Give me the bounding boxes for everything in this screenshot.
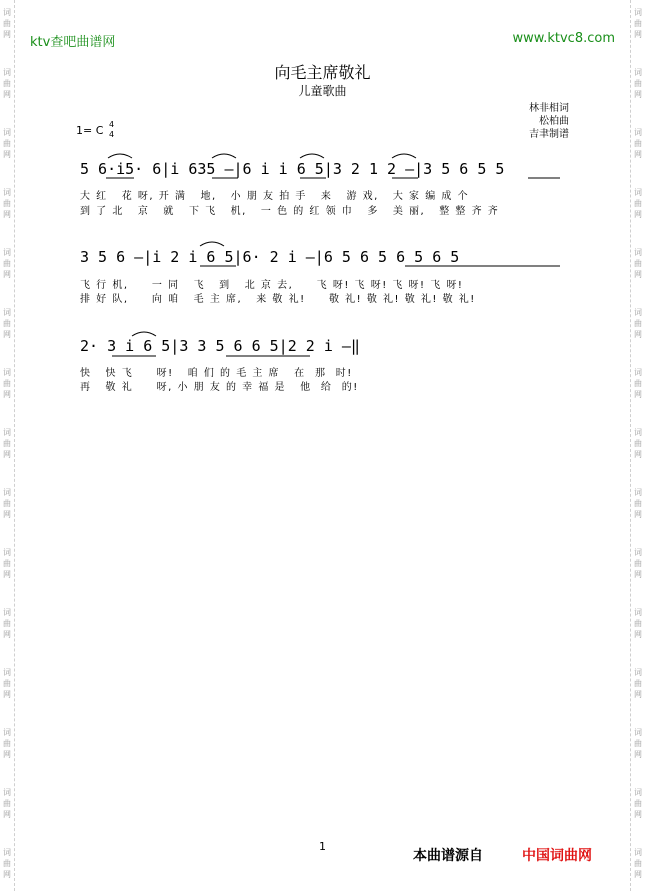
composer-credit: 松柏曲 — [539, 116, 569, 127]
margin-watermark-glyph: 网 — [3, 870, 11, 879]
margin-watermark-glyph: 曲 — [3, 499, 11, 508]
source-brand-link[interactable]: 中国词曲网 — [522, 848, 592, 864]
margin-watermark-glyph: 网 — [3, 270, 11, 279]
margin-watermark-glyph: 网 — [3, 570, 11, 579]
margin-watermark-glyph: 词 — [634, 248, 642, 257]
lyricist-credit: 林非相词 — [529, 103, 569, 114]
margin-watermark-glyph: 曲 — [634, 439, 642, 448]
slur-mark — [200, 242, 224, 246]
margin-watermark-glyph: 曲 — [634, 199, 642, 208]
margin-watermark-glyph: 曲 — [634, 379, 642, 388]
margin-watermark-glyph: 词 — [634, 68, 642, 77]
score-line-3-lyrics-verse-2: 再 敬 礼 呀, 小 朋 友 的 幸 福 是 他 给 的! — [80, 382, 359, 393]
margin-watermark-glyph: 曲 — [3, 799, 11, 808]
margin-watermark-glyph: 词 — [3, 368, 11, 377]
margin-watermark-glyph: 词 — [3, 488, 11, 497]
score-line-1-notes: 5 6·i5· 6|i 635 —|6 i i 6 5|3 2 1 2 —|3 5 6 5 5 — [80, 160, 505, 178]
margin-watermark-glyph: 曲 — [634, 259, 642, 268]
margin-watermark-glyph: 网 — [634, 90, 642, 99]
margin-watermark-glyph: 曲 — [3, 79, 11, 88]
margin-watermark-glyph: 网 — [634, 810, 642, 819]
source-label: 本曲谱源自 — [413, 848, 483, 864]
margin-watermark-glyph: 网 — [634, 330, 642, 339]
margin-watermark-glyph: 曲 — [3, 199, 11, 208]
margin-watermark-glyph: 词 — [634, 848, 642, 857]
arranger-credit: 吉聿制谱 — [529, 129, 569, 140]
margin-watermark-glyph: 网 — [634, 630, 642, 639]
margin-watermark-glyph: 网 — [3, 690, 11, 699]
page-number: 1 — [319, 840, 326, 853]
margin-watermark-glyph: 网 — [634, 210, 642, 219]
score-line-2-notes: 3 5 6 —|i 2 i 6 5|6· 2 i —|6 5 6 5 6 5 6 5 — [80, 248, 460, 266]
score-line-1-lyrics-verse-2: 到 了 北 京 就 下 飞 机, 一 色 的 红 领 巾 多 美 丽, 整 整 齐 齐 — [80, 206, 500, 217]
margin-watermark-glyph: 曲 — [3, 259, 11, 268]
margin-watermark-glyph: 词 — [3, 728, 11, 737]
slur-mark — [108, 154, 132, 158]
margin-watermark-glyph: 网 — [634, 30, 642, 39]
margin-watermark-glyph: 词 — [634, 188, 642, 197]
margin-watermark-glyph: 曲 — [3, 679, 11, 688]
margin-watermark-glyph: 曲 — [634, 619, 642, 628]
key-signature: 1= C — [76, 124, 104, 137]
margin-watermark-glyph: 网 — [3, 30, 11, 39]
margin-watermark-glyph: 网 — [3, 750, 11, 759]
margin-watermark-glyph: 词 — [3, 308, 11, 317]
header-left-link[interactable]: ktv查吧曲谱网 — [30, 35, 116, 50]
margin-watermark-glyph: 网 — [634, 870, 642, 879]
margin-watermark-glyph: 词 — [3, 668, 11, 677]
score-line-2-lyrics-verse-2: 排 好 队, 向 咱 毛 主 席, 来 敬 礼! 敬 礼! 敬 礼! 敬 礼! 敬 礼! — [80, 294, 476, 305]
margin-watermark-glyph: 词 — [3, 8, 11, 17]
margin-watermark-glyph: 网 — [634, 750, 642, 759]
time-signature-bottom: 4 — [109, 130, 115, 139]
margin-watermark-glyph: 曲 — [3, 379, 11, 388]
margin-watermark-glyph: 网 — [3, 630, 11, 639]
margin-watermark-glyph: 曲 — [3, 19, 11, 28]
song-subtitle: 儿童歌曲 — [298, 84, 347, 98]
margin-watermark-glyph: 词 — [634, 8, 642, 17]
margin-watermark-glyph: 曲 — [3, 859, 11, 868]
margin-watermark-glyph: 网 — [634, 150, 642, 159]
margin-watermark-glyph: 词 — [3, 128, 11, 137]
slur-mark — [392, 154, 416, 158]
margin-watermark-glyph: 曲 — [634, 79, 642, 88]
margin-watermark-glyph: 曲 — [634, 679, 642, 688]
margin-watermark-glyph: 词 — [3, 608, 11, 617]
margin-watermark-glyph: 词 — [634, 668, 642, 677]
margin-watermark-glyph: 网 — [634, 690, 642, 699]
margin-watermark-glyph: 词 — [634, 368, 642, 377]
margin-watermark-glyph: 曲 — [634, 319, 642, 328]
score-line-1-lyrics-verse-1: 大 红 花 呀, 开 满 地, 小 朋 友 拍 手 来 游 戏, 大 家 编 成 个 — [80, 191, 470, 202]
margin-watermark-glyph: 曲 — [3, 139, 11, 148]
time-signature-top: 4 — [109, 120, 115, 129]
margin-watermark-glyph: 网 — [634, 270, 642, 279]
margin-watermark-glyph: 词 — [3, 68, 11, 77]
song-title: 向毛主席敬礼 — [274, 63, 371, 82]
margin-watermark-glyph: 词 — [3, 248, 11, 257]
margin-watermark-glyph: 网 — [3, 810, 11, 819]
header-right-link[interactable]: www.ktvc8.com — [512, 31, 615, 46]
margin-watermark-glyph: 词 — [634, 308, 642, 317]
margin-watermark-glyph: 曲 — [634, 739, 642, 748]
margin-watermark-glyph: 曲 — [634, 859, 642, 868]
margin-watermark-glyph: 曲 — [3, 619, 11, 628]
slur-mark — [300, 154, 324, 158]
margin-watermark-glyph: 曲 — [3, 439, 11, 448]
margin-watermark-glyph: 网 — [634, 390, 642, 399]
margin-watermark-glyph: 曲 — [3, 319, 11, 328]
margin-watermark-glyph: 词 — [3, 848, 11, 857]
margin-watermark-glyph: 曲 — [3, 739, 11, 748]
score-line-3-notes: 2· 3 i 6 5|3 3 5 6 6 5|2 2 i —‖ — [80, 337, 360, 355]
margin-watermark-glyph: 词 — [3, 188, 11, 197]
score-line-3-lyrics-verse-1: 快 快 飞 呀! 咱 们 的 毛 主 席 在 那 时! — [80, 368, 353, 379]
slur-mark — [132, 332, 156, 336]
margin-watermark-glyph: 词 — [634, 488, 642, 497]
margin-watermark-glyph: 网 — [3, 390, 11, 399]
score-line-2-lyrics-verse-1: 飞 行 机, 一 同 飞 到 北 京 去, 飞 呀! 飞 呀! 飞 呀! 飞 呀! — [80, 280, 464, 291]
margin-watermark-glyph: 词 — [3, 548, 11, 557]
margin-watermark-glyph: 网 — [3, 330, 11, 339]
margin-watermark-glyph: 曲 — [634, 559, 642, 568]
margin-watermark-glyph: 曲 — [634, 799, 642, 808]
margin-watermark-glyph: 曲 — [634, 19, 642, 28]
margin-watermark-glyph: 网 — [3, 510, 11, 519]
margin-watermark-glyph: 词 — [634, 608, 642, 617]
margin-watermark-glyph: 网 — [3, 90, 11, 99]
margin-watermark-glyph: 网 — [3, 150, 11, 159]
margin-watermark-glyph: 词 — [634, 428, 642, 437]
margin-watermark-glyph: 词 — [634, 728, 642, 737]
margin-watermark-glyph: 网 — [3, 210, 11, 219]
slur-mark — [212, 154, 236, 158]
margin-watermark-glyph: 词 — [3, 428, 11, 437]
margin-watermark-glyph: 词 — [634, 788, 642, 797]
margin-watermark-glyph: 曲 — [3, 559, 11, 568]
margin-watermark-glyph: 曲 — [634, 499, 642, 508]
margin-watermark-glyph: 词 — [634, 548, 642, 557]
margin-watermark-glyph: 词 — [3, 788, 11, 797]
margin-watermark-glyph: 网 — [634, 570, 642, 579]
margin-watermark-glyph: 曲 — [634, 139, 642, 148]
margin-watermark-glyph: 网 — [3, 450, 11, 459]
margin-watermark-glyph: 词 — [634, 128, 642, 137]
margin-watermark-glyph: 网 — [634, 450, 642, 459]
margin-watermark-glyph: 网 — [634, 510, 642, 519]
